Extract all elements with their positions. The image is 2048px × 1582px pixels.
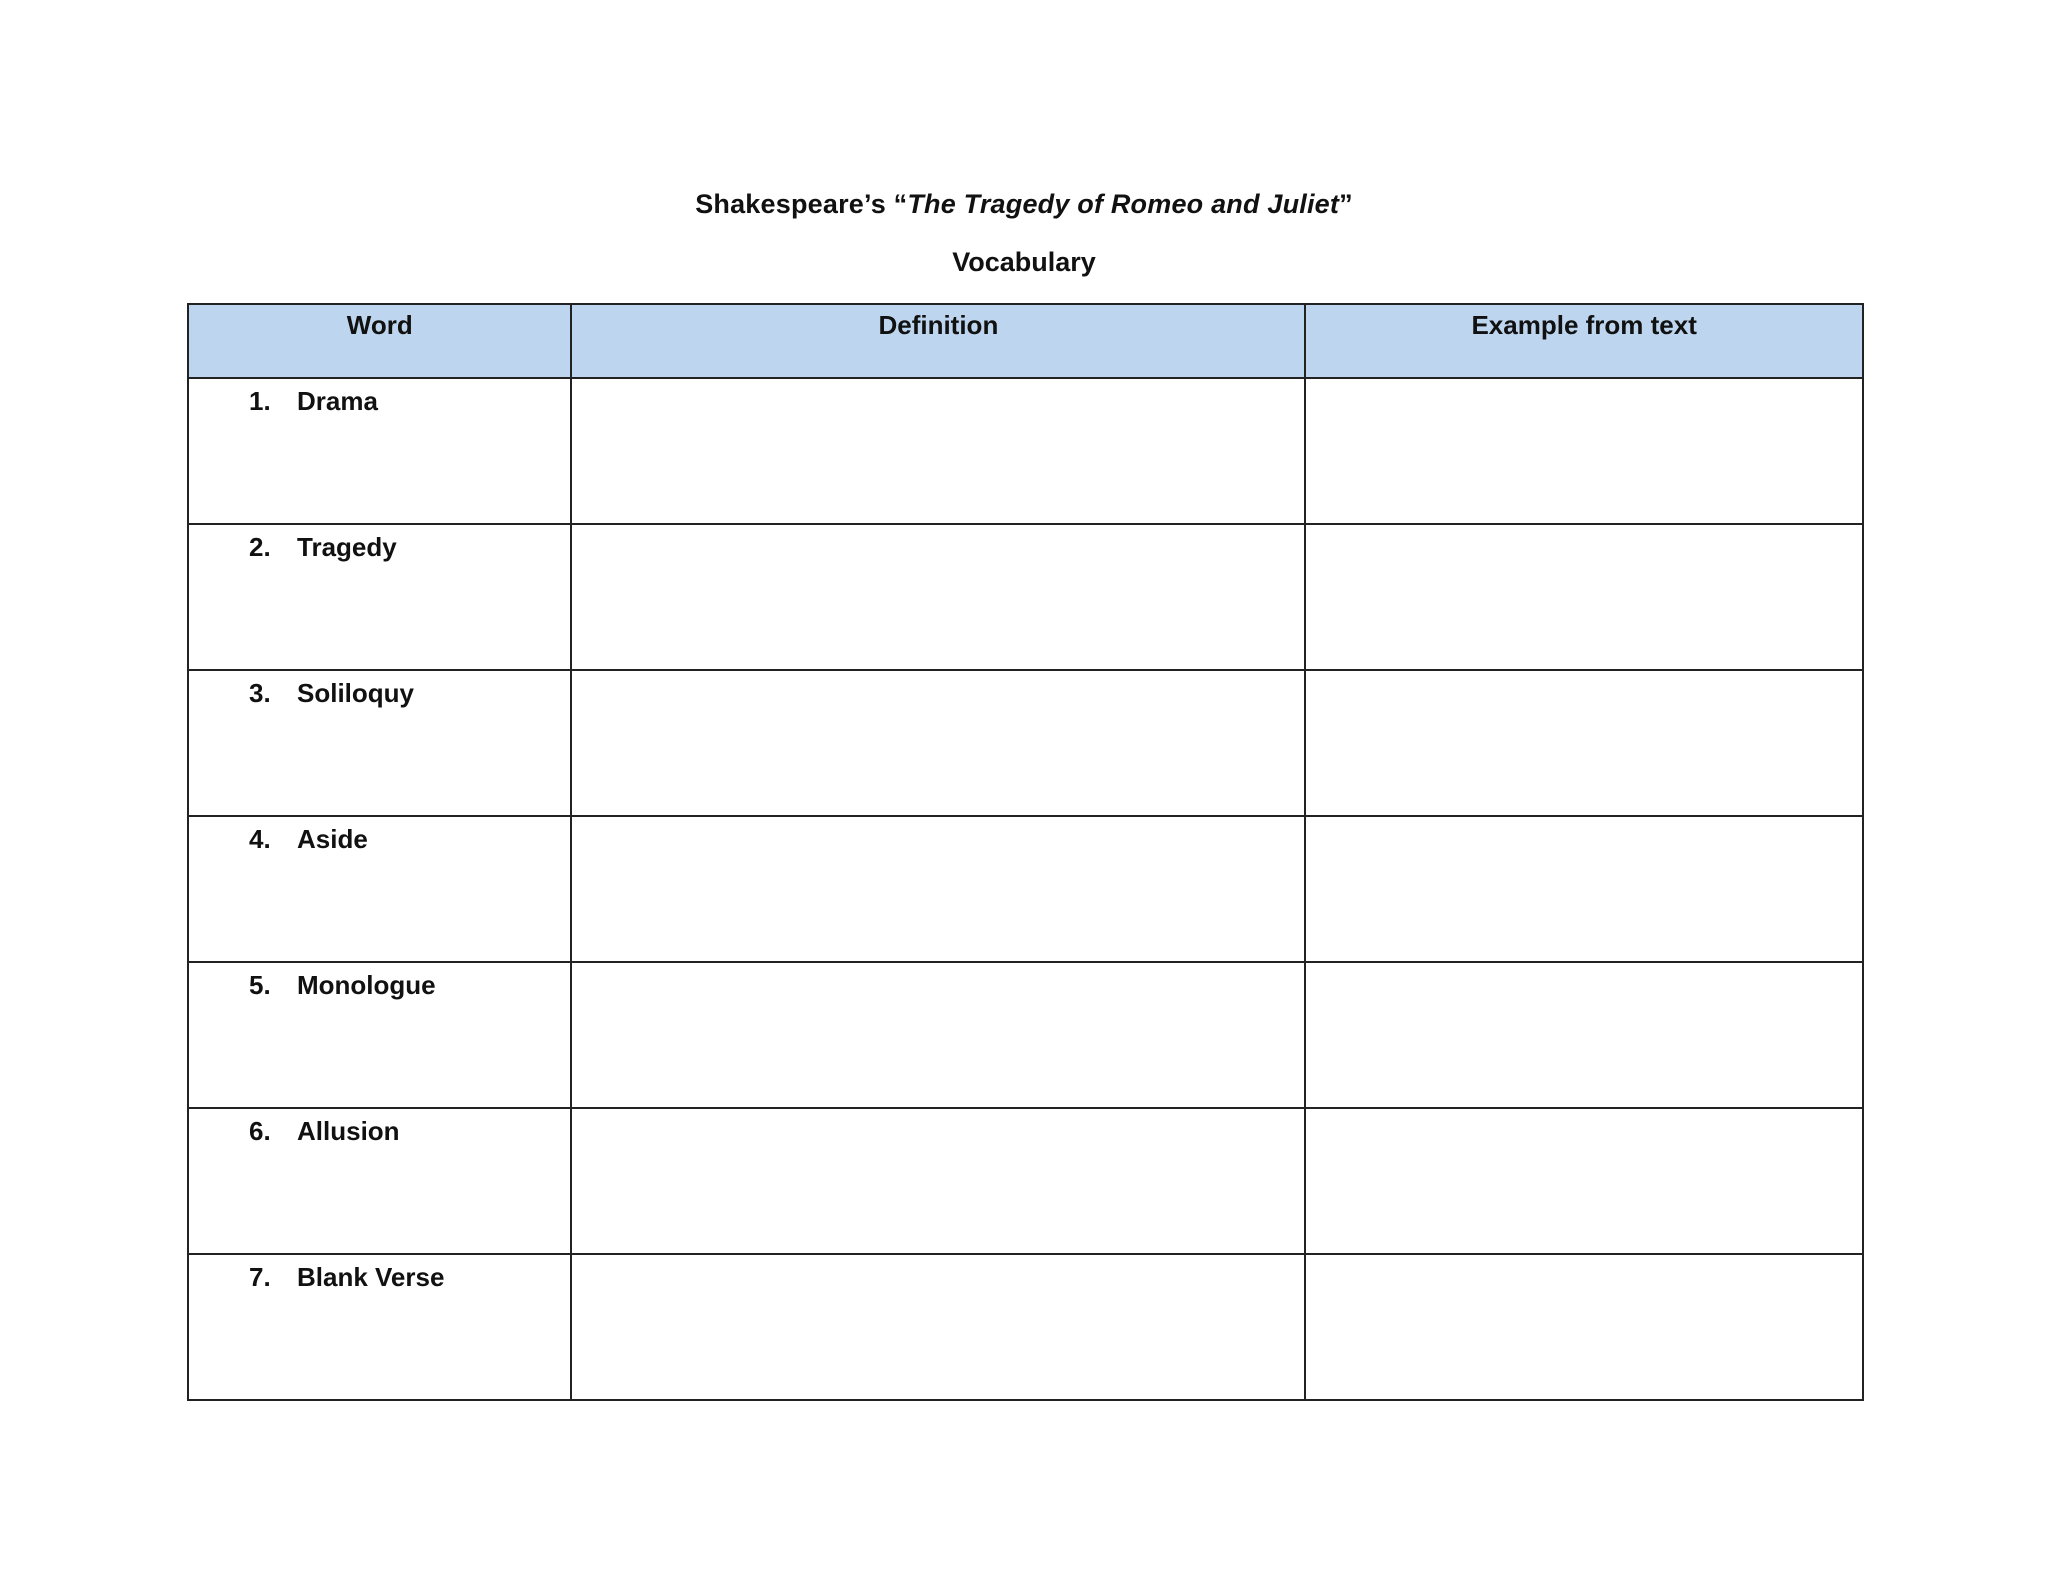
word-number: 5. <box>249 970 271 1000</box>
word-cell <box>188 816 571 962</box>
word-label: Drama <box>297 386 378 416</box>
example-cell[interactable] <box>1305 1254 1863 1400</box>
table-header-row <box>188 304 1863 378</box>
vocabulary-table <box>187 303 1864 1401</box>
word-cell <box>188 670 571 816</box>
example-cell[interactable] <box>1305 524 1863 670</box>
definition-cell[interactable] <box>571 378 1305 524</box>
word-cell <box>188 1254 571 1400</box>
example-cell[interactable] <box>1305 1108 1863 1254</box>
table-row <box>188 524 1863 670</box>
word-cell <box>188 524 571 670</box>
table-row <box>188 1108 1863 1254</box>
table-row <box>188 1254 1863 1400</box>
example-cell[interactable] <box>1305 816 1863 962</box>
definition-cell[interactable] <box>571 670 1305 816</box>
word-label: Blank Verse <box>297 1262 445 1292</box>
document-subtitle: Vocabulary <box>952 247 1096 277</box>
word-number: 4. <box>249 824 271 854</box>
title-suffix: ” <box>1339 189 1353 219</box>
word-label: Allusion <box>297 1116 400 1146</box>
word-number: 3. <box>249 678 271 708</box>
example-cell[interactable] <box>1305 670 1863 816</box>
word-number: 7. <box>249 1262 271 1292</box>
word-cell <box>188 1108 571 1254</box>
header-definition: Definition <box>571 304 1305 378</box>
definition-cell[interactable] <box>571 524 1305 670</box>
example-cell[interactable] <box>1305 962 1863 1108</box>
title-prefix: Shakespeare’s “ <box>695 189 908 219</box>
table-row <box>188 962 1863 1108</box>
title-work: The Tragedy of Romeo and Juliet <box>907 189 1340 219</box>
word-cell <box>188 378 571 524</box>
word-label: Monologue <box>297 970 436 1000</box>
example-cell[interactable] <box>1305 378 1863 524</box>
definition-cell[interactable] <box>571 1108 1305 1254</box>
definition-cell[interactable] <box>571 962 1305 1108</box>
table-row <box>188 816 1863 962</box>
header-word: Word <box>188 304 571 378</box>
word-label: Tragedy <box>297 532 397 562</box>
word-number: 6. <box>249 1116 271 1146</box>
document-title <box>0 186 2048 222</box>
word-number: 1. <box>249 386 271 416</box>
definition-cell[interactable] <box>571 1254 1305 1400</box>
word-label: Aside <box>297 824 368 854</box>
definition-cell[interactable] <box>571 816 1305 962</box>
header-example: Example from text <box>1305 304 1863 378</box>
word-number: 2. <box>249 532 271 562</box>
word-cell <box>188 962 571 1108</box>
table-row <box>188 378 1863 524</box>
word-label: Soliloquy <box>297 678 414 708</box>
table-row <box>188 670 1863 816</box>
